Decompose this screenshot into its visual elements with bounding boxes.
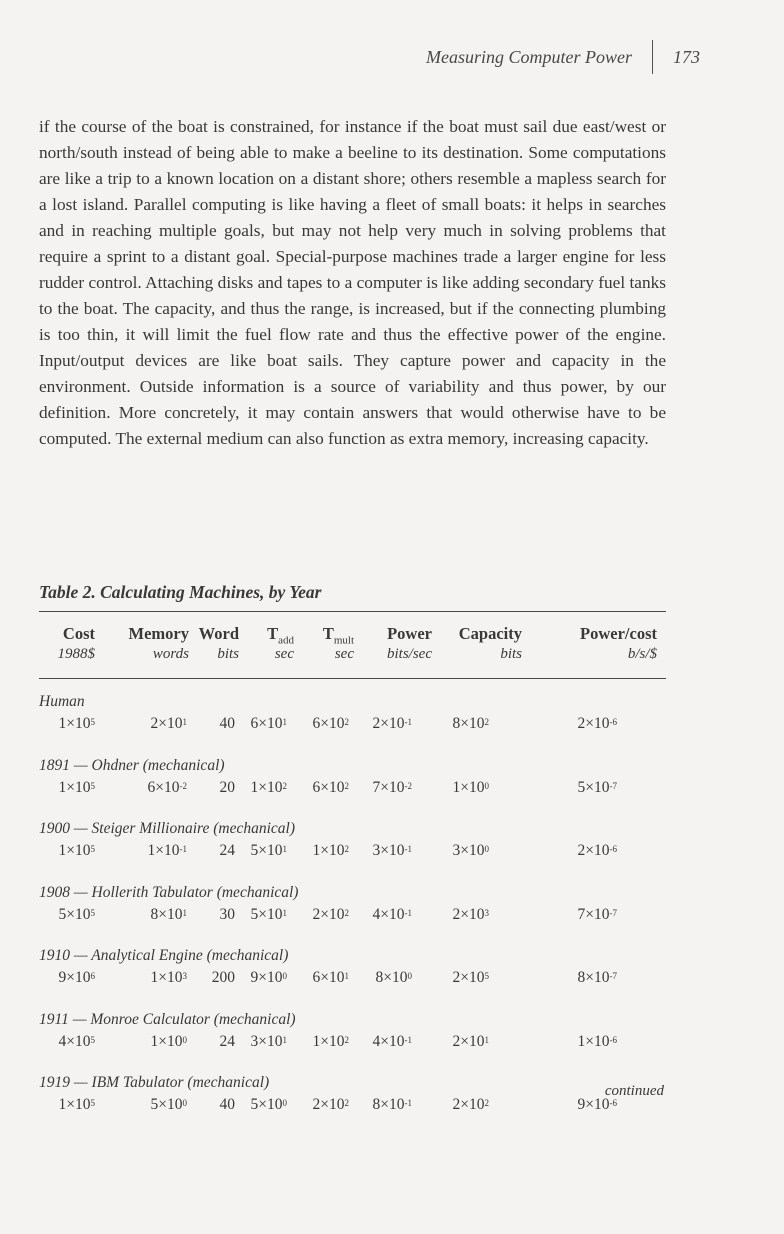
table-cell: $6\times 10^2$ [312,778,349,796]
column-unit: b/s/$ [627,646,657,662]
table-cell: $8\times 10^{-1}$ [372,1096,412,1113]
table-cell: $2\times 10^1$ [150,715,187,732]
table-cell: $4\times 10^{-1}$ [372,905,412,923]
table-group [39,1009,666,1053]
table-cell: $5\times 10^1$ [250,905,287,923]
table-cell: $3\times 10^0$ [452,842,489,859]
table-row [39,904,666,926]
table-row [39,967,666,989]
column-header: Cost [62,624,95,643]
column-header: Word [198,624,239,643]
table-cell: $9\times 10^0$ [250,969,287,986]
table-cell: $3\times 10^{-1}$ [372,842,412,859]
table-top-rule [39,611,666,612]
table-cell: $6\times 10^2$ [312,715,349,732]
table-cell: $6\times 10^1$ [250,715,287,732]
column-header: $T_{mult}$ [322,624,354,647]
paragraph-text: if the course of the boat is constrained, for instance if the boat must sail due east/west or north/south instead of being able to make a beeline to its destination. Some computations are like a trip to a known location on a distant shore; others resemble a mapless search for a lost island. Parallel computing is like having a fleet of small boats: it helps in searches and in reaching multiple goals, but may not help very much in solving problems that require a sprint to a distant goal. Special-purpose machines trade a larger engine for less rudder control. Attaching disks and tapes to a computer is like adding secondary fuel tanks to the boat. The capacity, and thus the range, is increased, but if the connecting plumbing is too thin, it will limit the fuel flow rate and thus the effective power of the engine. Input/output devices are like boat sails. They capture power and capacity in the environment. Outside information is a source of variability and thus power, by our definition. More concretely, it may contain answers that would otherwise have to be computed. The external medium can also function as extra memory, increasing capacity. [39,117,666,448]
table-cell: $2\times 10^{-6}$ [577,842,617,859]
header-divider [652,40,653,74]
table-cell: $8\times 10^2$ [452,715,489,732]
table-cell: $9\times 10^{-6}$ [577,1096,617,1113]
column-unit: bits [500,646,522,662]
machine-label: 1891 — Ohdner (mechanical) [39,756,225,774]
table-cell: $2\times 10^{-1}$ [372,715,412,732]
column-header: Memory [128,624,189,643]
running-header [426,40,700,74]
table-cell: $2\times 10^{-6}$ [577,715,617,732]
table-cell: $4\times 10^{-1}$ [372,1032,412,1050]
table-row [39,777,666,799]
column-header-subscript: add [278,634,294,647]
table-cell: $4\times 10^5$ [58,1032,95,1050]
table-cell: $9\times 10^6$ [58,969,95,986]
column-unit: sec [334,646,354,662]
continued-label: continued [604,1083,664,1099]
table-cell: 40 [219,1096,235,1113]
table-group [39,691,666,735]
table-cell: $1\times 10^5$ [58,842,95,859]
table-cell: $8\times 10^0$ [375,969,412,986]
table-cell: $1\times 10^{-1}$ [147,842,187,859]
table-group [39,1072,666,1116]
table-cell: $1\times 10^2$ [312,1032,349,1050]
table-cell: $2\times 10^2$ [312,905,349,923]
table-cell: $5\times 10^{-7}$ [577,778,617,796]
table-cell: $5\times 10^1$ [250,842,287,859]
table-cell: $6\times 10^1$ [312,969,349,986]
column-header: $T_{add}$ [267,624,294,647]
column-unit: bits/sec [387,646,432,662]
table-cell: $1\times 10^5$ [58,778,95,796]
machine-label: Human [39,693,85,710]
running-header-title: Measuring Computer Power [426,46,632,67]
table-cell: $3\times 10^1$ [250,1032,287,1050]
machine-label: 1908 — Hollerith Tabulator (mechanical) [39,883,299,901]
column-unit: bits [217,646,239,662]
table-cell: $5\times 10^5$ [58,905,95,923]
table-cell: 30 [219,905,235,923]
machine-label: 1910 — Analytical Engine (mechanical) [39,947,289,964]
table-cell: 20 [219,778,235,796]
table-row [39,840,666,862]
table-header-rule [39,678,666,679]
table-cell: $1\times 10^0$ [150,1032,187,1050]
page-number: 173 [673,46,700,67]
table-cell: $5\times 10^0$ [150,1096,187,1113]
table-cell: $1\times 10^{-6}$ [577,1032,617,1050]
machine-label: 1911 — Monroe Calculator (mechanical) [39,1010,296,1028]
table-cell: $2\times 10^1$ [452,1032,489,1050]
table-cell: 40 [219,715,235,732]
table-cell: $8\times 10^1$ [150,905,187,923]
table-cell: $2\times 10^2$ [312,1096,349,1113]
table-cell: 24 [219,842,235,859]
table-cell: $1\times 10^0$ [452,778,489,796]
table-cell: 24 [219,1032,235,1050]
column-header: Power [387,624,432,643]
table-row [39,1094,666,1116]
table-row [39,1031,666,1053]
table-group [39,818,666,862]
body-paragraph [39,114,666,452]
table-group [39,755,666,799]
table-cell: $7\times 10^{-7}$ [577,905,617,923]
table-cell: $5\times 10^0$ [250,1096,287,1113]
table-cell: $2\times 10^5$ [452,969,489,986]
table-cell: $1\times 10^5$ [58,1096,95,1113]
column-header: Power/cost [580,624,657,643]
table-header [39,624,666,668]
table-cell: $2\times 10^2$ [452,1096,489,1113]
machine-label: 1919 — IBM Tabulator (mechanical) [39,1074,270,1091]
table-cell: $1\times 10^5$ [58,715,95,732]
column-unit: 1988$ [57,646,95,662]
column-unit: sec [274,646,294,662]
table-group [39,882,666,926]
table-cell: $1\times 10^3$ [150,969,187,986]
table-row [39,713,666,735]
table-cell: $6\times 10^{-2}$ [147,778,187,796]
table-cell: $8\times 10^{-7}$ [577,969,617,986]
machine-label: 1900 — Steiger Millionaire (mechanical) [39,820,295,837]
column-unit: words [152,646,189,662]
table-cell: $2\times 10^3$ [452,905,489,923]
table-cell: 200 [211,969,235,986]
table-cell: $1\times 10^2$ [312,842,349,859]
table-cell: $7\times 10^{-2}$ [372,778,412,796]
table-group [39,945,666,989]
column-header-subscript: mult [333,634,354,647]
column-header: Capacity [458,624,522,643]
table-cell: $1\times 10^2$ [250,778,287,796]
table-title: Table 2. Calculating Machines, by Year [39,582,322,602]
